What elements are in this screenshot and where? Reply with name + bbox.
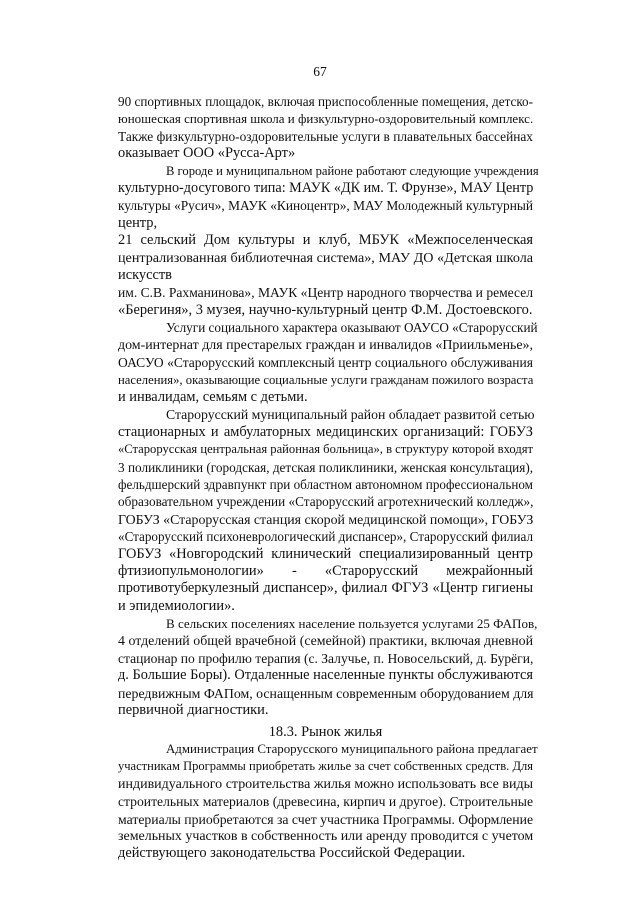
paragraph-line: земельных участков в собственность или аренду проводится с учетом bbox=[118, 829, 534, 845]
paragraph-line: «Старорусская центральная районная больница», в структуру которой входят bbox=[118, 442, 533, 457]
paragraph-line: 21 сельский Дом культуры и клуб, МБУК «Межпоселенческая bbox=[118, 232, 533, 249]
paragraph-line: 4 отделений общей врачебной (семейной) практики, включая дневной bbox=[118, 633, 533, 649]
paragraph-line: передвижным ФАПом, оснащенным современным оборудованием для bbox=[118, 685, 534, 701]
paragraph-p3 bbox=[118, 319, 538, 406]
paragraph-line: фтизиопульмонологии» - «Старорусский межрайонный bbox=[118, 562, 533, 579]
paragraph-p1 bbox=[118, 93, 533, 163]
paragraph-line: первичной диагностики. bbox=[118, 702, 269, 719]
paragraph-line: В сельских поселениях население пользуется услугами 25 ФАПов, bbox=[166, 616, 538, 632]
paragraph-line: искусств bbox=[118, 267, 172, 284]
document-body bbox=[118, 93, 539, 863]
paragraph-line: им. С.В. Рахманинова», МАУК «Центр народного творчества и ремесел bbox=[118, 285, 533, 301]
paragraph-line: материалы приобретаются за счет участника Программы. Оформление bbox=[118, 811, 534, 827]
paragraph-line: центр, bbox=[118, 214, 158, 231]
paragraph-line: д. Большие Боры). Отдаленные населенные пункты обслуживаются bbox=[118, 667, 534, 684]
paragraph-p2 bbox=[118, 163, 539, 320]
paragraph-line: централизованная библиотечная система», МАУ ДО «Детская школа bbox=[118, 249, 533, 266]
paragraph-line: 90 спортивных площадок, включая приспособленные помещения, детско- bbox=[118, 94, 533, 109]
paragraph-p5 bbox=[118, 615, 538, 719]
paragraph-line: дом-интернат для престарелых граждан и инвалидов «Приильменье», bbox=[118, 337, 533, 353]
paragraph-line: культурно-досугового типа: МАУК «ДК им. Т. Фрунзе», МАУ Центр bbox=[118, 180, 534, 197]
paragraph-p6 bbox=[118, 741, 538, 863]
paragraph-line: ОАСУО «Старорусский комплексный центр социального обслуживания bbox=[118, 355, 533, 371]
page-number: 67 bbox=[313, 64, 327, 79]
paragraph-line: ГОБУЗ «Старорусская станция скорой медицинской помощи», ГОБУЗ bbox=[118, 511, 534, 527]
paragraph-line: населения», оказывающие социальные услуги гражданам пожилого возраста bbox=[118, 372, 534, 387]
paragraph-line: 3 поликлиники (городская, детская поликлиники, женская консультация), bbox=[118, 459, 534, 475]
paragraph-line: стационарных и амбулаторных медицинских организаций: ГОБУЗ bbox=[118, 423, 533, 440]
paragraph-line: «Старорусский психоневрологический диспансер», Старорусский филиал bbox=[118, 529, 533, 545]
paragraph-line: строительных материалов (древесина, кирпич и другое). Строительные bbox=[118, 794, 533, 810]
paragraph-line: индивидуального строительства жилья можно использовать все виды bbox=[118, 776, 533, 792]
section-heading: 18.3. Рынок жилья bbox=[268, 723, 383, 740]
paragraph-line: фельдшерский здравпункт при областном автономном профессиональном bbox=[118, 476, 533, 492]
paragraph-line: юношеская спортивная школа и физкультурно-оздоровительный комплекс. bbox=[118, 111, 534, 127]
paragraph-line: и эпидемиологии». bbox=[118, 597, 235, 614]
paragraph-line: действующего законодательства Российской Федерации. bbox=[118, 845, 466, 862]
paragraph-line: участникам Программы приобретать жилье за счет собственных средств. Для bbox=[118, 759, 533, 774]
paragraph-line: противотуберкулезный диспансер», филиал ФГУЗ «Центр гигиены bbox=[118, 580, 533, 597]
paragraph-line: оказывает ООО «Русса-Арт» bbox=[118, 145, 296, 162]
paragraph-line: ГОБУЗ «Новгородский клинический специализированный центр bbox=[118, 545, 533, 562]
paragraph-line: и инвалидам, семьям с детьми. bbox=[118, 388, 308, 405]
paragraph-p4 bbox=[118, 406, 533, 615]
paragraph-line: Также физкультурно-оздоровительные услуги в плавательных бассейнах bbox=[118, 128, 533, 144]
paragraph-line: стационар по профилю терапия (с. Залучье, п. Новосельский, д. Бурёги, bbox=[118, 651, 534, 666]
paragraph-line: В городе и муниципальном районе работают следующие учреждения bbox=[166, 163, 539, 178]
paragraph-line: «Берегиня», 3 музея, научно-культурный центр Ф.М. Достоевского. bbox=[118, 301, 533, 318]
paragraph-line: Администрация Старорусского муниципального района предлагает bbox=[166, 742, 538, 757]
paragraph-line: образовательном учреждении «Старорусский агротехнический колледж», bbox=[118, 494, 534, 510]
paragraph-line: Старорусский муниципальный район обладает развитой сетью bbox=[166, 407, 535, 423]
paragraph-line: культуры «Русич», МАУК «Киноцентр», МАУ Молодежный культурный bbox=[118, 198, 533, 214]
paragraph-line: Услуги социального характера оказывают ОАУСО «Старорусский bbox=[166, 320, 538, 336]
